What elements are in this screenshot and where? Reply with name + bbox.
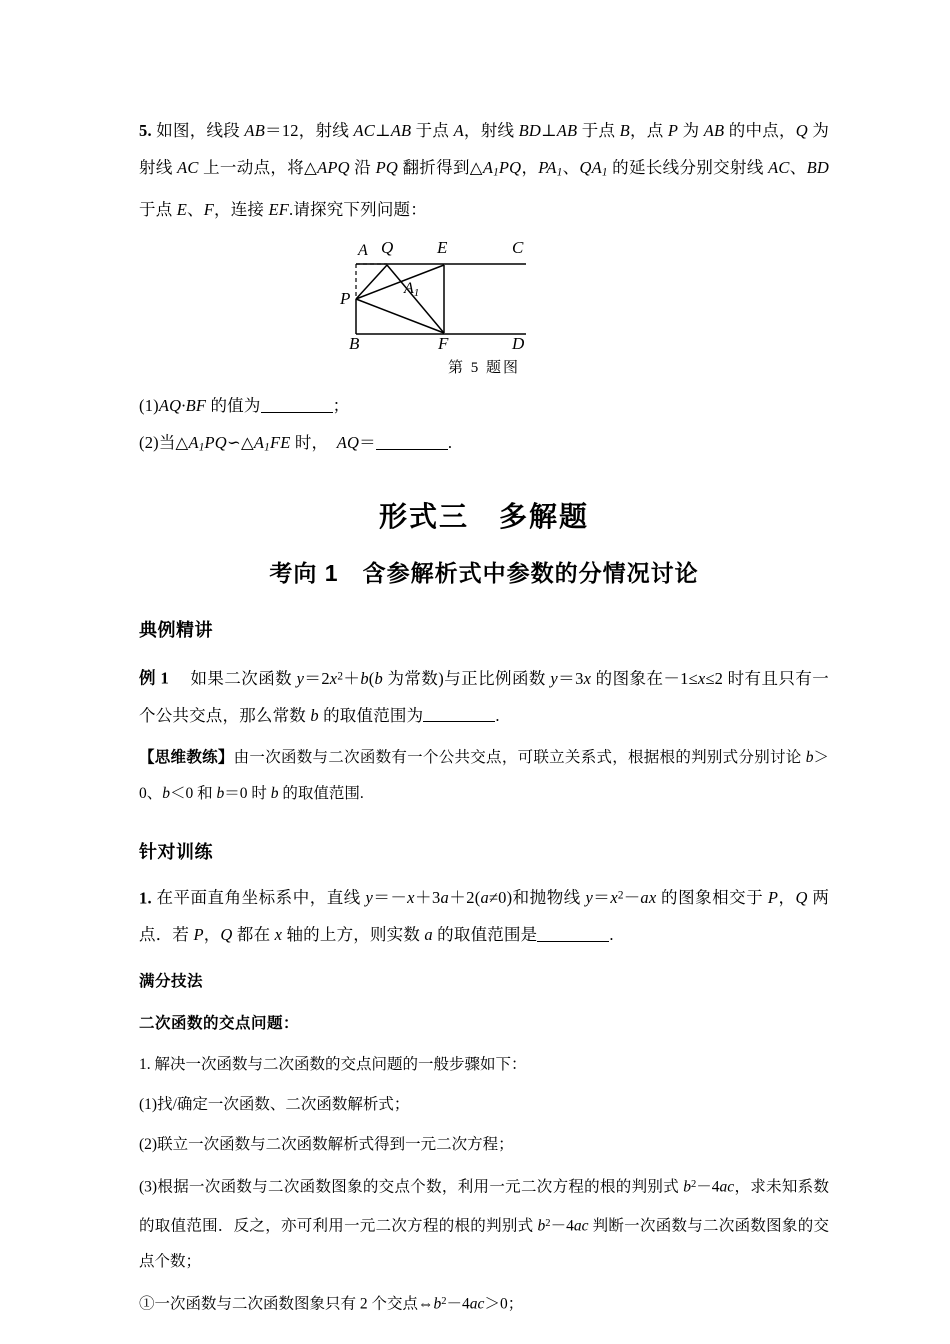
manfen-item-0: 1. 解决一次函数与二次函数的交点问题的一般步骤如下： [139, 1056, 527, 1074]
zhendui-q1-body: 在平面直角坐标系中，直线 y＝－x＋3a＋2(a≠0)和抛物线 $y=x^2-ax$ 的图象相交于 P，Q 两点．若 P，Q 都在 x 轴的上方，则实数 a 的取值范围是 . [139, 888, 830, 945]
section-kaoxiang-title: 考向 1 含参解析式中参数的分情况讨论 [269, 559, 699, 586]
figure-label-C: C [512, 238, 524, 258]
figure-label-A1: A1 [404, 280, 420, 300]
figure-line-QF [387, 265, 444, 333]
zhendui-question-1 [139, 878, 829, 954]
figure-label-Q: Q [381, 238, 394, 258]
manfen-item-3: (3)根据一次函数与二次函数图象的交点个数，利用一元二次方程的根的判别式 $b^2-4ac$，求未知系数的取值范围．反之，亦可利用一元二次方程的根的判别式 $b^2-4ac$ 判断一次函数与二次函数图象的交点个数； [139, 1178, 829, 1271]
figure-label-A: A [358, 242, 368, 260]
heading-zhendui-xunlian: 针对训练 [139, 841, 213, 862]
manfen-item-1: (1)找/确定一次函数、二次函数解析式； [139, 1096, 410, 1114]
siwei-body: 由一次函数与二次函数有一个公共交点，可联立关系式，根据根的判别式分别讨论 b＞0、b＜0 和 b＝0 时 b 的取值范围. [139, 748, 829, 802]
figure-line-PE [356, 265, 444, 299]
problem-5-number: 5. [139, 121, 152, 140]
figure-5-drawing [334, 238, 634, 350]
figure-label-P: P [340, 289, 351, 309]
figure-line-PQ [356, 265, 387, 299]
figure-line-PF [356, 299, 444, 333]
answer-blank-zhendui-1[interactable] [537, 925, 609, 942]
figure-caption: 第 5 题图 [447, 360, 520, 377]
example-1-body: 如果二次函数 $y=2x^2+b(b$ 为常数)与正比例函数 y＝3x 的图象在－1≤x≤2 时有且只有一个公共交点，那么常数 b 的取值范围为 . [139, 668, 829, 725]
section-form-title: 形式三 多解题 [378, 500, 589, 532]
zhendui-q1-number: 1. [139, 888, 152, 908]
manfen-item-2: (2)联立一次函数与二次函数解析式得到一元二次方程； [139, 1136, 514, 1154]
problem-5-statement [139, 112, 829, 228]
answer-blank-2[interactable] [376, 433, 448, 450]
figure-label-D: D [512, 334, 525, 351]
example-1 [139, 658, 829, 734]
problem-5-item-2: (2)当$\triangle A_1PQ∽\triangle A_1FE$ 时， AQ＝ . [139, 433, 453, 454]
example-1-label: 例 1 [139, 668, 169, 688]
figure-5 [139, 238, 829, 377]
figure-label-E: E [437, 238, 448, 258]
figure-label-B: B [349, 334, 360, 351]
manfen-item-4: ①一次函数与二次函数图象只有 2 个交点$\Leftrightarrow b^2-4ac>0$； [139, 1295, 524, 1313]
siwei-jiaolian [139, 740, 829, 812]
heading-dianli-jingjiang: 典例精讲 [139, 619, 213, 640]
page-content [139, 0, 829, 1323]
figure-label-F: F [438, 334, 449, 351]
siwei-label: 【思维教练】 [139, 748, 234, 766]
heading-manfen-sub: 二次函数的交点问题： [139, 1015, 300, 1033]
answer-blank-1[interactable] [261, 396, 333, 413]
heading-manfen-jifa: 满分技法 [139, 973, 204, 991]
problem-5-body: 如图，线段 AB＝12，射线 AC⊥AB 于点 A，射线 BD⊥AB 于点 B，点 P 为 AB 的中点，Q 为射线 AC 上一动点，将△APQ 沿 PQ 翻折得到$\triangle A_1PQ$，$PA_1$、$QA_1$ 的延长线分别交射线 AC、BD 于点 E、F，连接 EF.请探究下列问题： [139, 121, 830, 220]
problem-5-item-1: (1)AQ·BF 的值为 ； [139, 396, 350, 416]
answer-blank-example-1[interactable] [423, 706, 495, 723]
